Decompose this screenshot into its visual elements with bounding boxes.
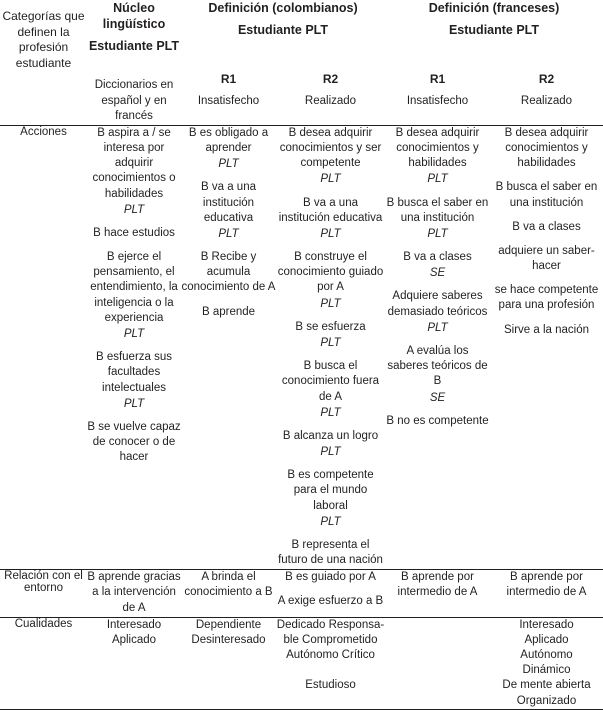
- cell-line: Estudioso: [305, 679, 356, 692]
- cell-entry: B aspira a / se interesa por adquirir conocimientos o habilidades: [92, 126, 176, 200]
- cell-entry: B aprende gracias a la intervención de A: [87, 571, 181, 614]
- cell-relacion-col-r1: [181, 570, 276, 618]
- cell-entry: B no es competente: [386, 414, 489, 427]
- cell-entry-tag: PLT: [320, 227, 341, 240]
- cell-entry: B ejerce el pensamiento, el entendimiento, la inteligencia o la experiencia: [90, 251, 178, 324]
- cell-line: Autónomo Crítico: [286, 649, 375, 662]
- cell-line: Dinámico: [522, 664, 571, 677]
- cell-entry: B desea adquirir conocimientos y habilidades: [395, 126, 480, 170]
- cell-cualidades-fr-r2: [490, 617, 603, 709]
- cell-entry: A brinda el conocimiento a B: [184, 571, 273, 599]
- cell-entry: B representa el futuro de una nación: [278, 538, 383, 567]
- spacer: [490, 315, 603, 323]
- subheader-col-r1-col: [181, 71, 276, 125]
- subheader-dictionaries: [87, 71, 181, 125]
- row-label-relacion: Relación con el entorno: [0, 570, 87, 618]
- subheader-dictionaries-desc: Diccionarios en español y en francés: [94, 79, 174, 123]
- cell-entry: adquiere un saber-hacer: [498, 244, 595, 273]
- cell-acciones-fr-r1: [385, 125, 490, 569]
- cell-line: Aplicado: [524, 633, 569, 646]
- header-group-linguistic-title: Núcleo lingüístico: [102, 1, 166, 31]
- cell-entry: B alcanza un logro: [282, 429, 379, 442]
- cell-acciones-nucleo: [87, 125, 181, 569]
- cell-entry-tag: PLT: [218, 158, 239, 171]
- cell-line: Dedicado Responsa-: [276, 618, 385, 631]
- table-header-row: [0, 0, 603, 71]
- subheader-col-r1-label: R1: [220, 72, 237, 87]
- cell-cualidades-fr-r1: [385, 617, 490, 709]
- cell-line: Autónomo: [520, 649, 573, 662]
- header-group-linguistic-subtitle: Estudiante PLT: [88, 39, 180, 53]
- spacer: [490, 236, 603, 244]
- spacer: [490, 172, 603, 180]
- cell-entry: B aprende: [201, 305, 256, 318]
- cell-entry: B hace estudios: [93, 226, 175, 239]
- spacer: [276, 586, 385, 594]
- cell-entry: B busca el saber en una institución: [495, 181, 598, 209]
- cell-acciones-fr-r2: [490, 125, 603, 569]
- table-row: [0, 570, 603, 618]
- header-group-colombianos-title: Definición (colombianos): [208, 1, 358, 15]
- cell-entry-tag: PLT: [320, 173, 341, 186]
- cell-entry-tag: PLT: [320, 297, 341, 310]
- cell-line: Desinteresado: [191, 633, 266, 646]
- cell-relacion-fr-r1: [385, 570, 490, 618]
- table-row: [0, 617, 603, 709]
- cell-entry: Sirve a la nación: [503, 323, 590, 336]
- cell-entry: B aprende por intermedio de A: [506, 571, 587, 599]
- row-label-cualidades: Cualidades: [0, 617, 87, 709]
- subheader-fr-r2-label: R2: [538, 72, 555, 87]
- table-row: [0, 125, 603, 569]
- cell-entry-tag: PLT: [320, 446, 341, 459]
- cell-line: Interesado: [519, 618, 574, 631]
- cell-entry: B construye el conocimiento guiado por A: [277, 251, 384, 294]
- cell-entry: B busca el saber en una institución: [386, 196, 489, 224]
- cell-entry: B va a una institución educativa: [201, 181, 256, 224]
- cell-acciones-col-r2: [276, 125, 385, 569]
- spacer: [490, 212, 603, 220]
- cell-acciones-col-r1: [181, 125, 276, 569]
- subheader-col-r2-col: [276, 71, 385, 125]
- cell-cualidades-nucleo: [87, 617, 181, 709]
- spacer: [490, 275, 603, 283]
- cell-entry-tag: PLT: [427, 321, 448, 334]
- cell-entry: B Recibe y acumula conocimiento de A: [181, 251, 276, 294]
- header-categories: Categorías que definen la profesión estudiante: [2, 9, 85, 70]
- cell-relacion-nucleo: [87, 570, 181, 618]
- spacer: [87, 242, 181, 250]
- cell-line: De mente abierta: [502, 679, 591, 692]
- cell-line: Interesado: [106, 618, 162, 631]
- subheader-col-r2-label: R2: [322, 72, 339, 87]
- cell-entry: B va a clases: [512, 220, 581, 233]
- header-group-colombianos: [181, 0, 385, 71]
- subheader-col-r1-desc: Insatisfecho: [197, 94, 260, 107]
- cell-entry: B desea adquirir conocimientos y habilidades: [504, 126, 589, 170]
- cell-entry: B es guiado por A: [285, 571, 376, 584]
- subheader-empty: [0, 71, 87, 125]
- cell-entry: A evalúa los saberes teóricos de B: [387, 344, 488, 388]
- subheader-fr-r1-col: [385, 71, 490, 125]
- table-subheader-row: [0, 71, 603, 125]
- cell-entry-tag: PLT: [218, 227, 239, 240]
- header-group-franceses-title: Definición (franceses): [428, 1, 560, 15]
- cell-entry: A exige esfuerzo a B: [277, 595, 384, 608]
- cell-entry: B esfuerza sus facultades intelectuales: [95, 351, 173, 394]
- header-group-franceses: [385, 0, 603, 71]
- subheader-fr-r1-label: R1: [429, 72, 446, 87]
- subheader-fr-r2-col: [490, 71, 603, 125]
- cell-entry-tag: PLT: [427, 173, 448, 186]
- cell-entry-tag: PLT: [123, 327, 145, 340]
- cell-entry-tag: SE: [429, 391, 446, 404]
- spacer: [181, 297, 276, 305]
- cell-line: Dependiente: [195, 618, 262, 631]
- cell-cualidades-col-r1: [181, 617, 276, 709]
- cell-entry-tag: PLT: [320, 336, 341, 349]
- subheader-col-r2-desc: Realizado: [304, 94, 357, 107]
- cell-entry: B va a clases: [403, 251, 472, 264]
- subheader-fr-r1-desc: Insatisfecho: [406, 94, 469, 107]
- header-group-colombianos-subtitle: Estudiante PLT: [237, 23, 329, 37]
- cell-entry: B busca el conocimiento fuera de A: [281, 360, 380, 403]
- cell-relacion-fr-r2: [490, 570, 603, 618]
- cell-entry: se hace competente para una profesión: [494, 284, 599, 312]
- cell-entry: B desea adquirir conocimientos y ser competente: [279, 126, 382, 170]
- cell-entry: B va a una institución educativa: [278, 196, 383, 224]
- cell-entry: B se vuelve capaz de conocer o de hacer: [87, 420, 181, 464]
- row-label-acciones: Acciones: [0, 125, 87, 569]
- header-group-franceses-subtitle: Estudiante PLT: [448, 23, 540, 37]
- cell-entry-tag: PLT: [320, 406, 341, 419]
- cell-entry: B aprende por intermedio de A: [397, 571, 478, 599]
- cell-entry-tag: SE: [429, 267, 446, 280]
- spacer: [276, 663, 385, 678]
- cell-entry: B se esfuerza: [295, 320, 366, 333]
- cell-line: Aplicado: [111, 633, 157, 646]
- cell-entry-tag: PLT: [123, 203, 145, 216]
- subheader-fr-r2-desc: Realizado: [520, 94, 573, 107]
- cell-entry-tag: PLT: [123, 397, 145, 410]
- cell-entry: Adquiere saberes demasiado teóricos: [387, 290, 488, 318]
- cell-line: ble Comprometido: [283, 633, 378, 646]
- cell-entry: B es competente para el mundo laboral: [287, 469, 374, 512]
- cell-entry-tag: PLT: [320, 515, 341, 528]
- cell-entry: B es obligado a aprender: [188, 126, 269, 155]
- cell-cualidades-col-r2: [276, 617, 385, 709]
- cell-line: Organizado: [516, 694, 577, 707]
- cell-relacion-col-r2: [276, 570, 385, 618]
- cell-entry-tag: PLT: [427, 227, 448, 240]
- header-group-linguistic: [87, 0, 181, 71]
